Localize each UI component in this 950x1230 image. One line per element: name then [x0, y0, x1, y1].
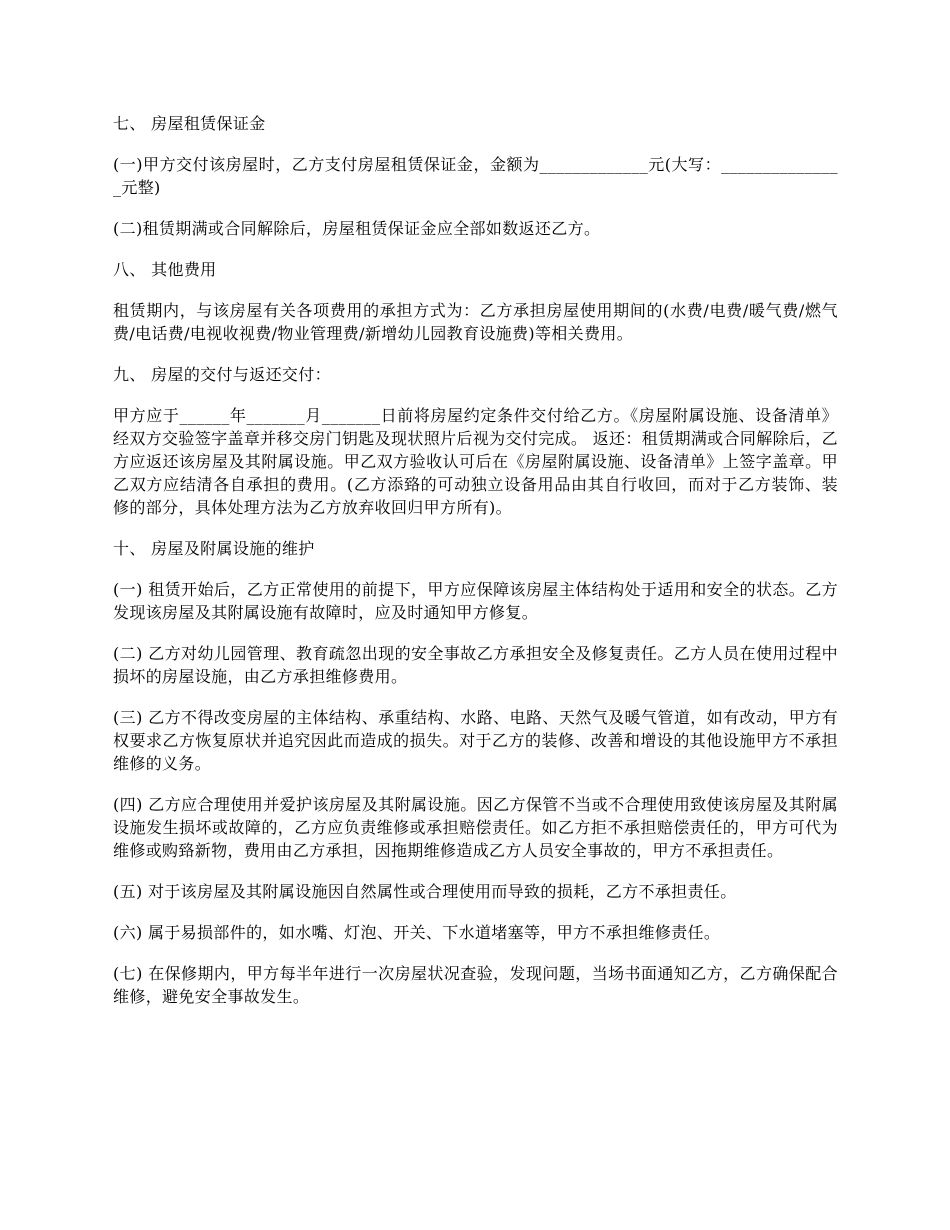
section-10-clause-3: (三) 乙方不得改变房屋的主体结构、承重结构、水路、电路、天然气及暖气管道，如有改动，甲方有权要求乙方恢复原状并追究因此而造成的损失。对于乙方的装修、改善和增设的其他设施甲方不承担维修的义务。: [113, 708, 838, 773]
section-10-clause-7: (七) 在保修期内，甲方每半年进行一次房屋状况查验，发现问题，当场书面通知乙方，乙方确保配合维修，避免安全事故发生。: [113, 964, 838, 1006]
section-10-clause-6: (六) 属于易损部件的，如水嘴、灯泡、开关、下水道堵塞等，甲方不承担维修责任。: [113, 923, 721, 942]
section-7-heading: 七、 房屋租赁保证金: [113, 114, 266, 133]
section-10-clause-2: (二) 乙方对幼儿园管理、教育疏忽出现的安全事故乙方承担安全及修复责任。乙方人员在使用过程中损坏的房屋设施，由乙方承担维修费用。: [113, 644, 838, 686]
section-10-clause-4: (四) 乙方应合理使用并爱护该房屋及其附属设施。因乙方保管不当或不合理使用致使该房屋及其附属设施发生损坏或故障的，乙方应负责维修或承担赔偿责任。如乙方拒不承担赔偿责任的，甲方可代为维修或购臵新物，费用由乙方承担，因拖期维修造成乙方人员安全事故的，甲方不承担责任。: [113, 795, 838, 860]
section-9-heading: 九、 房屋的交付与返还交付：: [113, 365, 331, 384]
section-8-heading: 八、 其他费用: [113, 260, 217, 279]
section-7-clause-2: (二)租赁期满或合同解除后，房屋租赁保证金应全部如数返还乙方。: [113, 219, 601, 238]
section-7-clause-1: (一)甲方交付该房屋时，乙方支付房屋租赁保证金，金额为_____________元(大写：_______________元整): [113, 155, 838, 197]
document-page: [113, 112, 838, 1026]
section-8-body: 租赁期内，与该房屋有关各项费用的承担方式为：乙方承担房屋使用期间的(水费/电费/暖气费/燃气费/电话费/电视收视费/物业管理费/新增幼儿园教育设施费)等相关费用。: [113, 301, 838, 343]
section-9-body: 甲方应于______年_______月_______日前将房屋约定条件交付给乙方。《房屋附属设施、设备清单》经双方交验签字盖章并移交房门钥匙及现状照片后视为交付完成。 返还：租赁期满或合同解除后，乙方应返还该房屋及其附属设施。甲乙双方验收认可后在《房屋附属设施、设备清单》上签字盖章。甲乙双方应结清各自承担的费用。(乙方添臵的可动独立设备用品由其自行收回，而对于乙方装饰、装修的部分，具体处理方法为乙方放弃收回归甲方所有)。: [113, 406, 838, 517]
section-10-clause-1: (一) 租赁开始后，乙方正常使用的前提下，甲方应保障该房屋主体结构处于适用和安全的状态。乙方发现该房屋及其附属设施有故障时，应及时通知甲方修复。: [113, 580, 838, 622]
section-10-clause-5: (五) 对于该房屋及其附属设施因自然属性或合理使用而导致的损耗，乙方不承担责任。: [113, 882, 737, 901]
section-10-heading: 十、 房屋及附属设施的维护: [113, 539, 315, 558]
